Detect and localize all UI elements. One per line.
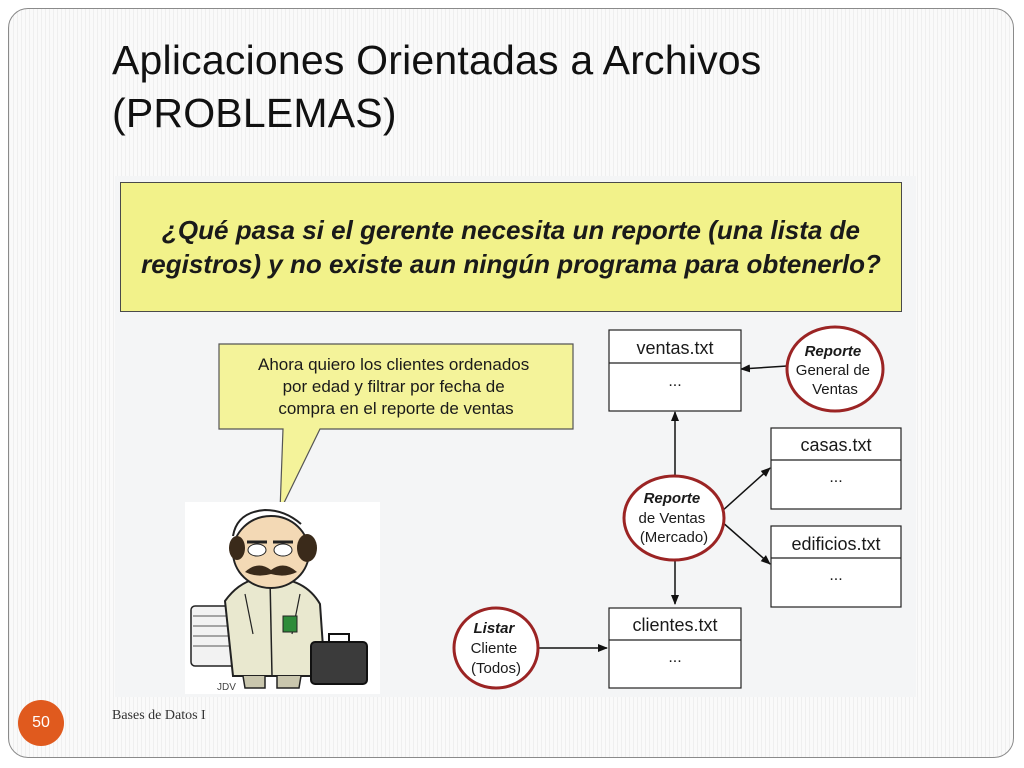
file-ventas-body: ... — [668, 373, 682, 390]
question-text: ¿Qué pasa si el gerente necesita un reporte (una lista de registros) y no existe aun ningún programa para obtenerlo? — [141, 215, 881, 279]
arrow-reporte-to-edificios — [721, 521, 770, 564]
program-reporte-general-line3: Ventas — [812, 381, 858, 398]
file-casas-body: ... — [829, 469, 843, 486]
program-reporte-ventas-title: Reporte — [643, 490, 701, 507]
program-reporte-general — [787, 327, 883, 411]
program-listar-cliente — [454, 608, 538, 688]
page-number-badge — [18, 700, 64, 746]
svg-text:Reporte de Ventas — [639, 490, 710, 546]
page-number: 50 — [32, 714, 50, 731]
speech-line-2: por edad y filtrar por fecha de — [282, 377, 505, 396]
file-casas-name: casas.txt — [800, 435, 872, 455]
file-clientes-name: clientes.txt — [632, 615, 718, 635]
file-casas — [771, 428, 901, 509]
file-clientes-body: ... — [668, 649, 682, 666]
program-reporte-ventas — [624, 476, 724, 560]
file-ventas — [609, 330, 741, 411]
arrow-general-to-ventas — [741, 366, 787, 369]
speech-line-3: compra en el reporte de ventas — [278, 399, 514, 418]
program-reporte-general-title: Reporte — [804, 343, 862, 360]
file-ventas-name: ventas.txt — [636, 338, 714, 358]
file-clientes — [609, 608, 741, 688]
question-box — [120, 182, 902, 312]
slide-title — [112, 34, 972, 140]
arrow-reporte-to-casas — [721, 468, 770, 512]
program-reporte-ventas-line2: de Ventas — [638, 510, 706, 527]
speech-line-1: Ahora quiero los clientes ordenados — [258, 355, 530, 374]
file-edificios-body: ... — [829, 567, 843, 584]
artist-signature: JDV — [217, 682, 236, 693]
footer-text: Bases de Datos I — [112, 708, 206, 723]
program-listar-cliente-title: Listar — [473, 620, 515, 637]
program-reporte-general-line2: General de — [795, 362, 871, 379]
svg-text:Listar Cliente — [471, 620, 522, 677]
manager-illustration — [185, 502, 380, 694]
svg-text:Ahora quiero los clientes orde — [258, 355, 534, 418]
program-reporte-ventas-line3: (Mercado) — [639, 529, 709, 546]
title-line-2: (PROBLEMAS) — [112, 90, 397, 136]
file-edificios — [771, 526, 901, 607]
title-line-1: Aplicaciones Orientadas a Archivos — [112, 37, 762, 83]
program-listar-cliente-line2: Cliente — [470, 640, 518, 657]
file-edificios-name: edificios.txt — [791, 534, 881, 554]
program-listar-cliente-line3: (Todos) — [470, 660, 522, 677]
diagram-figure — [115, 176, 916, 697]
